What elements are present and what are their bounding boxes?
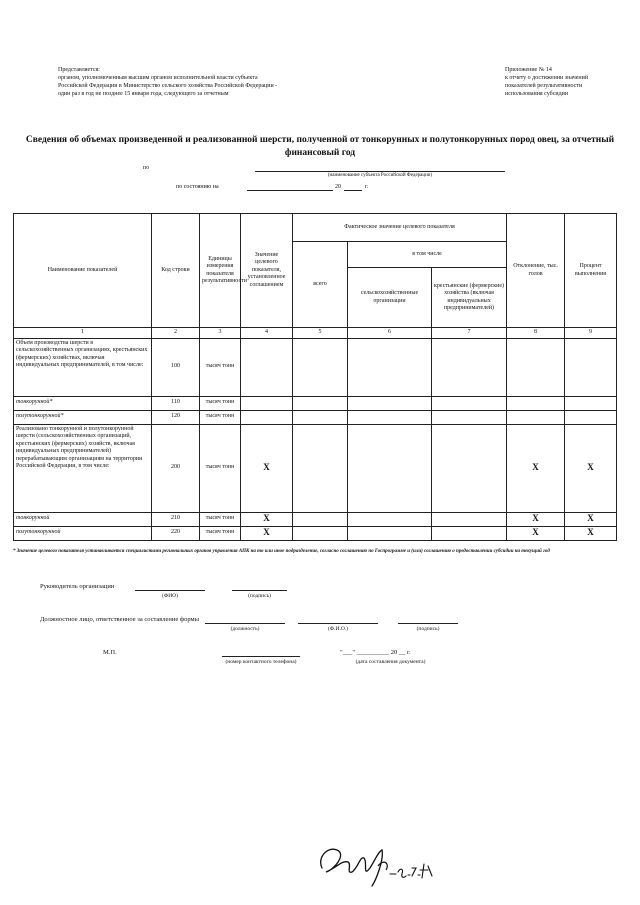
col-header-target: Значение целевого показателя, установленное соглашением [241,214,293,328]
phone-line[interactable] [222,656,300,657]
indicators-table [13,213,617,541]
date-line-1 [247,190,333,191]
stamp-place: М.П. [103,649,117,656]
col-number: 5 [293,328,348,339]
row-total[interactable] [293,410,348,424]
col-number: 2 [152,328,200,339]
row-name: тонкорунной* [14,396,152,410]
row-agro[interactable] [348,338,432,396]
row-percent[interactable]: X [565,424,617,512]
row-agro[interactable] [348,512,432,526]
col-header-total: всего [293,242,348,328]
row-name: тонкорунной [14,512,152,526]
col-number: 7 [432,328,507,339]
row-percent[interactable] [565,396,617,410]
row-name: Реализовано тонкорунной и полутонкорунной шерсти (сельскохозяйственных организаций, крестьянских (фермерских) хозяйств, включая индивидуальных предпринимателей) перерабатывающим организациям на территории Российской Федерации, в том числе: [14,424,152,512]
row-deviation[interactable]: X [507,512,565,526]
row-agro[interactable] [348,410,432,424]
header-left-line2: органом, уполномоченным высшим органом исполнительной власти субъекта [58,75,258,81]
row-target[interactable] [241,410,293,424]
sign2-line[interactable] [398,623,458,624]
position-line[interactable] [205,623,285,624]
row-name: полутонкорунной [14,526,152,540]
row-code: 120 [152,410,200,424]
table-row [14,396,617,410]
header-left-line1: Представляется: [58,67,100,73]
col-header-name: Наименование показателей [14,214,152,328]
col-number: 8 [507,328,565,339]
row-target[interactable]: X [241,526,293,540]
row-code: 210 [152,512,200,526]
row-farms[interactable] [432,338,507,396]
sign2-caption: (подпись) [416,626,440,632]
row-total[interactable] [293,338,348,396]
row-unit: тысяч тонн [200,410,241,424]
col-number: 3 [200,328,241,339]
date-suffix: г. [365,184,369,190]
table-row [14,410,617,424]
row-unit: тысяч тонн [200,526,241,540]
subject-caption: (наименование субъекта Российской Федерации) [327,173,433,178]
col-number: 9 [565,328,617,339]
appendix-line2: к отчету о достижении значений [505,75,589,81]
row-farms[interactable] [432,512,507,526]
row-total[interactable] [293,526,348,540]
row-unit: тысяч тонн [200,424,241,512]
row-percent[interactable]: X [565,512,617,526]
position-caption: (должность) [230,626,260,632]
col-number: 4 [241,328,293,339]
row-farms[interactable] [432,526,507,540]
row-farms[interactable] [432,424,507,512]
date-fill[interactable]: "___" __________ 20 __ г. [340,649,411,656]
table-row [14,526,617,540]
row-unit: тысяч тонн [200,512,241,526]
row-name: полутонкорунной* [14,410,152,424]
handwritten-signature [312,838,462,888]
header-right [505,66,615,98]
row-target[interactable]: X [241,424,293,512]
col-header-actual: Фактическое значение целевого показателя [293,214,507,242]
appendix-line4: использования субсидии [505,91,569,97]
date-line-2 [344,190,362,191]
table-row [14,338,617,396]
col-header-percent: Процент выполнения [565,214,617,328]
row-code: 200 [152,424,200,512]
row-agro[interactable] [348,396,432,410]
row-percent[interactable] [565,338,617,396]
row-percent[interactable]: X [565,526,617,540]
row-unit: тысяч тонн [200,396,241,410]
row-percent[interactable] [565,410,617,424]
responsible-label: Должностное лицо, ответственное за составление формы [40,616,199,623]
row-unit: тысяч тонн [200,338,241,396]
row-agro[interactable] [348,526,432,540]
row-deviation[interactable] [507,396,565,410]
row-code: 220 [152,526,200,540]
row-total[interactable] [293,424,348,512]
header-left-line4: один раз в год не позднее 15 января года, следующего за отчетным [58,91,229,97]
row-deviation[interactable]: X [507,424,565,512]
subject-line [255,171,505,172]
date-prefix: по состоянию на [176,184,219,190]
col-header-agro: сельскохозяйственные организации [348,268,432,328]
appendix-line3: показателей результативности [505,83,583,89]
row-farms[interactable] [432,396,507,410]
head-fio-line[interactable] [135,590,205,591]
row-agro[interactable] [348,424,432,512]
col-number: 1 [14,328,152,339]
col-number: 6 [348,328,432,339]
date-caption: (дата составления документа) [355,659,426,665]
header-left [58,66,298,98]
row-code: 100 [152,338,200,396]
subject-prefix: по [143,165,150,171]
head-sign-caption: (подпись) [248,593,271,599]
row-target[interactable] [241,396,293,410]
header-left-line3: Российской Федерации в Министерство сельского хозяйства Российской Федерации - [58,83,278,89]
col-header-deviation: Отклонение, тыс. голов [507,214,565,328]
row-code: 110 [152,396,200,410]
phone-caption: (номер контактного телефона) [225,659,297,665]
row-name: Объем производства шерсти в сельскохозяйственных организациях, крестьянских (фермерских) хозяйствах, включая индивидуальных предпринимателей, в том числе: [14,338,152,396]
row-deviation[interactable] [507,410,565,424]
table-row [14,512,617,526]
row-total[interactable] [293,396,348,410]
table-row [14,424,617,512]
row-deviation[interactable]: X [507,526,565,540]
row-target[interactable]: X [241,512,293,526]
head-sign-line[interactable] [232,590,287,591]
head-fio-caption: (ФИО) [162,593,178,599]
appendix-number: Приложение № 14 [505,67,552,73]
col-header-code: Код строки [152,214,200,328]
document-title: Сведения об объемах произведенной и реализованной шерсти, полученной от тонкорунных и полутонкорунных пород овец, за отчетный финансовый год [25,135,615,158]
row-total[interactable] [293,512,348,526]
col-header-including: в том числе [348,242,507,268]
col-header-unit: Единицы измерения показателя результативности [200,214,241,328]
fio2-caption: (Ф.И.О.) [327,626,349,632]
column-numbers-row [14,328,617,339]
row-deviation[interactable] [507,338,565,396]
row-target[interactable] [241,338,293,396]
date-mid: 20 [335,184,341,190]
fio2-line[interactable] [298,623,378,624]
row-farms[interactable] [432,410,507,424]
head-label: Руководитель организации [40,583,115,590]
col-header-farms: крестьянские (фермерские) хозяйства (включая индивидуальных предпринимателей) [432,268,507,328]
footnote: * Значение целевого показателя устанавливается специалистами региональных органов управления АПК на то или иное подразделение, согласно соглашению по Госпрограмме и (или) соглашению о предоставлении субсидии на текущий год [13,549,550,554]
